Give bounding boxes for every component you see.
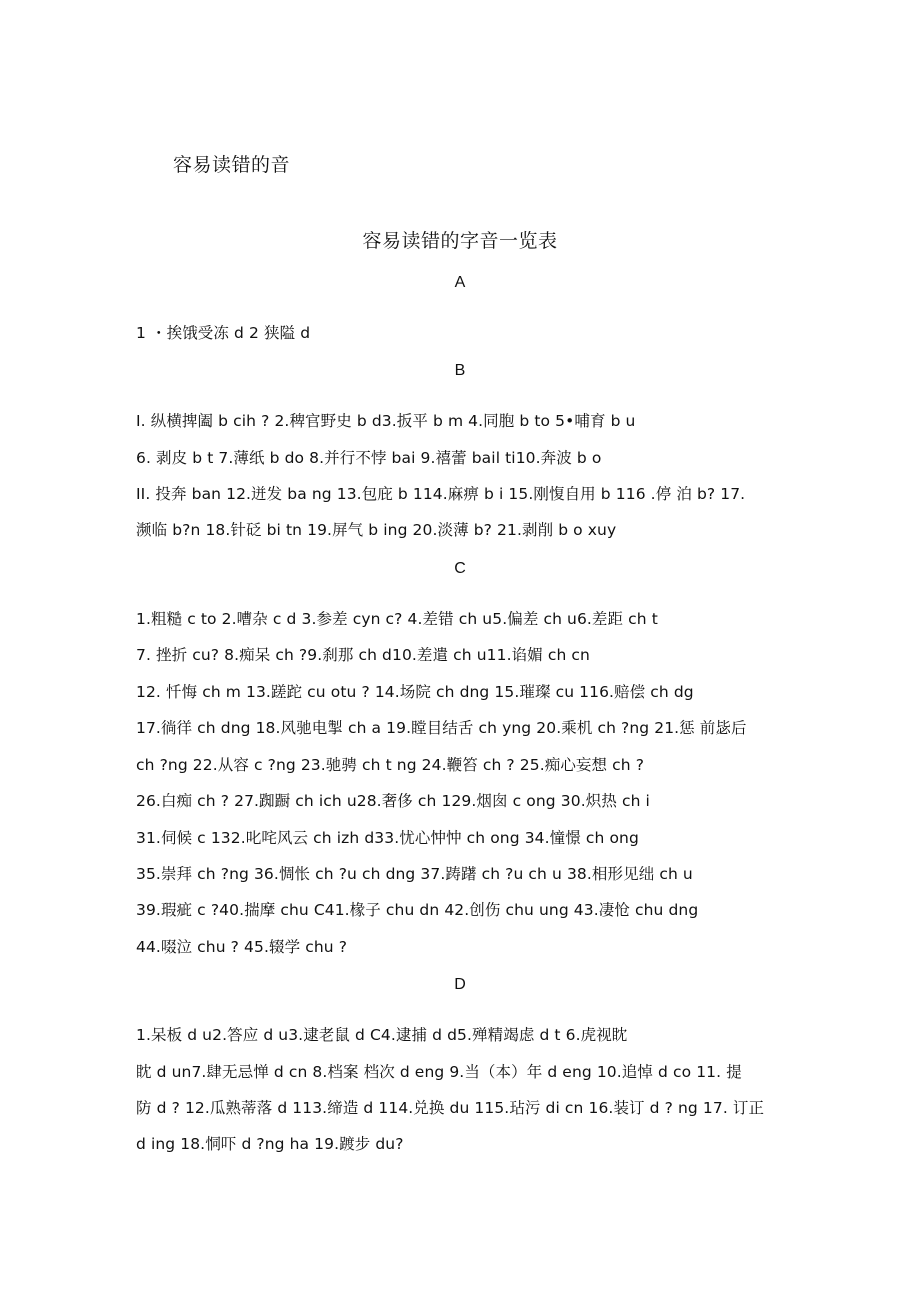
entry-line: 44.啜泣 chu ? 45.辍学 chu ? [136, 938, 348, 956]
entry-line: 35.崇拜 ch ?ng 36.惆怅 ch ?u ch dng 37.踌躇 ch ?u ch u 38.相形见绌 ch u [136, 865, 693, 883]
entry-line: 防 d ? 12.瓜熟蒂落 d 113.缔造 d 114.兑换 du 115.玷污 di cn 16.装订 d ? ng 17. 订正 [136, 1099, 765, 1117]
document-title: 容易读错的字音一览表 [362, 230, 558, 252]
header-title: 容易读错的音 [173, 154, 291, 176]
entry-line: 眈 d un7.肆无忌惮 d cn 8.档案 档次 d eng 9.当（本）年 d eng 10.追悼 d co 11. 提 [136, 1063, 742, 1081]
entry-line: 17.徜徉 ch dng 18.风驰电掣 ch a 19.瞠目结舌 ch yng 20.乘机 ch ?ng 21.惩 前毖后 [136, 719, 747, 737]
entry-line: 39.瑕疵 c ?40.揣摩 chu C41.椽子 chu dn 42.创伤 chu ung 43.凄怆 chu dng [136, 901, 699, 919]
entry-line: I. 纵横捭阖 b cih ? 2.稗官野史 b d3.扳平 b m 4.同胞 b to 5•哺育 b u [136, 412, 636, 430]
entry-line: ch ?ng 22.从容 c ?ng 23.驰骋 ch t ng 24.鞭笞 ch ? 25.痴心妄想 ch ? [136, 756, 645, 774]
entry-line: 1 ・挨饿受冻 d 2 狭隘 d [136, 324, 311, 342]
section-heading-a: A [454, 274, 466, 291]
entry-line: 31.伺候 c 132.叱咤风云 ch izh d33.忧心忡忡 ch ong 34.憧憬 ch ong [136, 829, 639, 847]
entry-line: 濒临 b?n 18.针砭 bi tn 19.屏气 b ing 20.淡薄 b? 21.剥削 b o xuy [136, 521, 617, 539]
entry-line: 26.白痴 ch ? 27.踟蹰 ch ich u28.奢侈 ch 129.烟囱 c ong 30.炽热 ch i [136, 792, 650, 810]
entry-line: d ing 18.恫吓 d ?ng ha 19.踱步 du? [136, 1135, 404, 1153]
section-heading-b: B [454, 362, 466, 379]
entry-line: 6. 剥皮 b t 7.薄纸 b do 8.并行不悖 bai 9.禧蕾 bail ti10.奔波 b o [136, 449, 602, 467]
section-heading-d: D [454, 976, 466, 993]
entry-line: 1.呆板 d u2.答应 d u3.逮老鼠 d C4.逮捕 d d5.殚精竭虑 d t 6.虎视眈 [136, 1026, 628, 1044]
entry-line: 7. 挫折 cu? 8.痴呆 ch ?9.刹那 ch d10.差遣 ch u11.谄媚 ch cn [136, 646, 590, 664]
section-heading-c: C [454, 560, 466, 577]
entry-line: 12. 忏悔 ch m 13.蹉跎 cu otu ? 14.场院 ch dng 15.璀璨 cu 116.赔偿 ch dg [136, 683, 694, 701]
entry-line: II. 投奔 ban 12.迸发 ba ng 13.包庇 b 114.麻痹 b i 15.刚愎自用 b 116 .停 泊 b? 17. [136, 485, 746, 503]
entry-line: 1.粗糙 c to 2.嘈杂 c d 3.参差 cyn c? 4.差错 ch u5.偏差 ch u6.差距 ch t [136, 610, 658, 628]
